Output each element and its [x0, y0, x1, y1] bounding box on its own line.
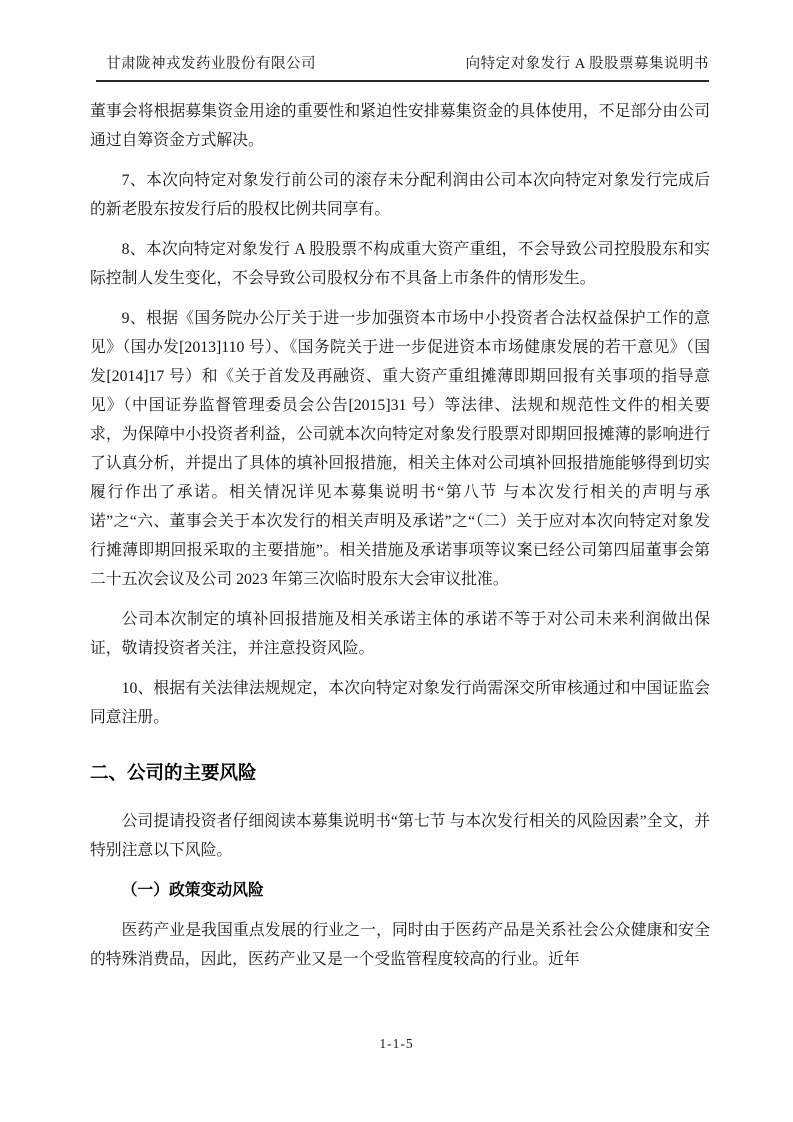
page-header — [96, 52, 709, 82]
header-company-name: 甘肃陇神戎发药业股份有限公司 — [106, 56, 316, 72]
page-number: 1-1-5 — [379, 1036, 414, 1051]
paragraph-item-10: 10、根据有关法律法规规定，本次向特定对象发行尚需深交所审核通过和中国证监会同意注册。 — [90, 680, 710, 726]
document-body — [90, 97, 710, 985]
header-doc-title: 向特定对象发行 A 股股票募集说明书 — [465, 56, 709, 72]
paragraph-continuation: 董事会将根据募集资金用途的重要性和紧迫性安排募集资金的具体使用，不足部分由公司通过自筹资金方式解决。 — [90, 103, 710, 149]
subsection-heading-policy-risk: （一）政策变动风险 — [121, 882, 264, 899]
paragraph-item-7: 7、本次向特定对象发行前公司的滚存未分配利润由公司本次向特定对象发行完成后的新老股东按发行后的股权比例共同享有。 — [90, 172, 710, 218]
paragraph-policy-risk: 医药产业是我国重点发展的行业之一，同时由于医药产品是关系社会公众健康和安全的特殊消费品，因此，医药产业又是一个受监管程度较高的行业。近年 — [90, 922, 710, 968]
section-heading-main-risks: 二、公司的主要风险 — [90, 762, 257, 783]
paragraph-item-9: 9、根据《国务院办公厅关于进一步加强资本市场中小投资者合法权益保护工作的意见》（国办发[2013]110 号）、《国务院关于进一步促进资本市场健康发展的若干意见》（国发[2014]17 号）和《关于首发及再融资、重大资产重组摊薄即期回报有关事项的指导意见》（中国证券监督管理委员会公告[2015]31 号）等法律、法规和规范性文件的相关要求，为保障中小投资者利益，公司就本次向特定对象发行股票对即期回报摊薄的影响进行了认真分析，并提出了具体的填补回报措施，相关主体对公司填补回报措施能够得到切实履行作出了承诺。相关情况详见本募集说明书“第八节 与本次发行相关的声明与承诺”之“六、董事会关于本次发行的相关声明及承诺”之“（二）关于应对本次向特定对象发行摊薄即期回报采取的主要措施”。相关措施及承诺事项等议案已经公司第四届董事会第二十五次会议及公司 2023 年第三次临时股东大会审议批准。 — [90, 310, 710, 588]
paragraph-risk-intro: 公司提请投资者仔细阅读本募集说明书“第七节 与本次发行相关的风险因素”全文，并特别注意以下风险。 — [90, 813, 710, 859]
paragraph-commitment-note: 公司本次制定的填补回报措施及相关承诺主体的承诺不等于对公司未来利润做出保证，敬请投资者关注，并注意投资风险。 — [90, 611, 710, 657]
paragraph-item-8: 8、本次向特定对象发行 A 股股票不构成重大资产重组，不会导致公司控股股东和实际控制人发生变化，不会导致公司股权分布不具备上市条件的情形发生。 — [90, 241, 710, 287]
page-footer — [0, 1036, 793, 1052]
